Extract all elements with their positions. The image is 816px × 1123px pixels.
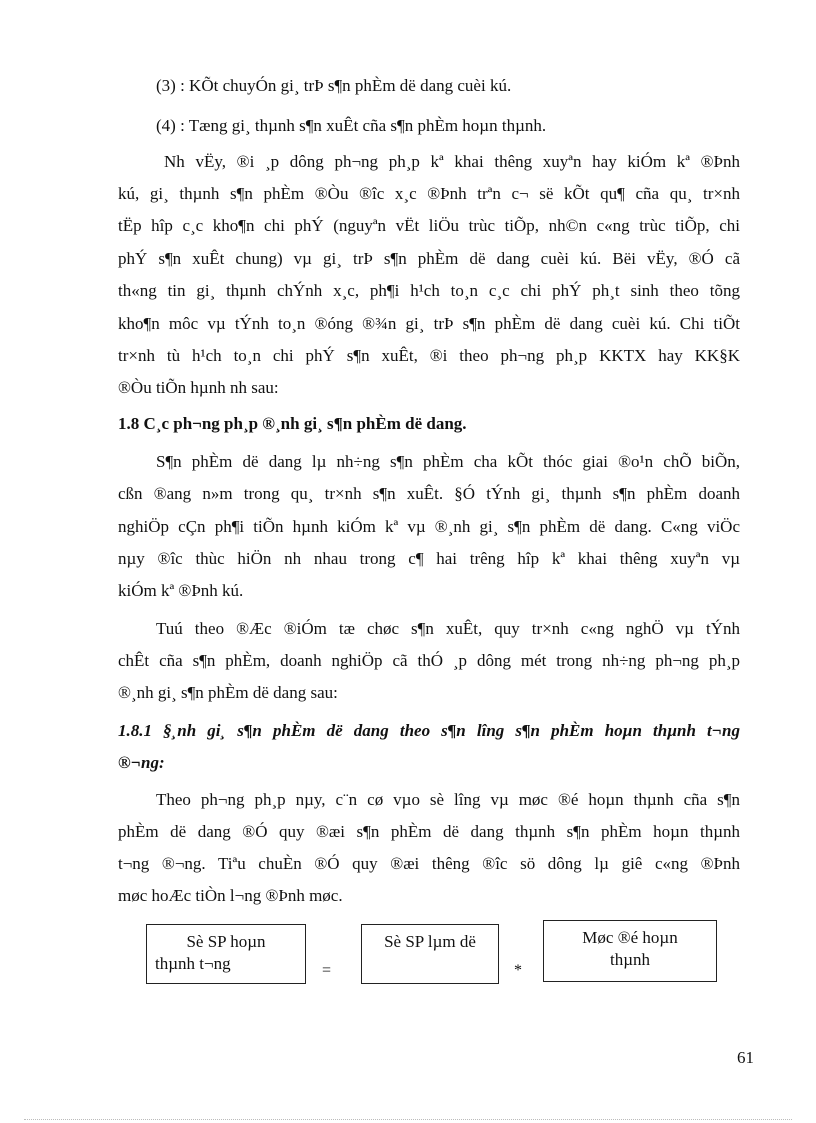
subsection-heading: 1.8.1 §¸nh gi¸ s¶n phÈm dë dang theo s¶n lîng s¶n phÈm hoµn thµnh t¬ng [118,721,740,740]
text-line: kiÓm kª ®Þnh kú. [118,581,244,600]
formula-box-text: Møc ®é hoµn [582,928,678,947]
text-line: (3) : KÕt chuyÓn gi¸ trÞ s¶n phÈm dë dang cuèi kú. [156,76,512,95]
text-line: kú, gi¸ thµnh s¶n phÈm ®Òu ®îc x¸c ®Þnh trªn c¬ së kÕt qu¶ cña qu¸ tr×nh [118,184,740,203]
page-bottom-divider [24,1119,792,1120]
formula-box-text: Sè SP hoµn [186,932,266,951]
text-line: t¬ng ®¬ng. Tiªu chuÈn ®Ó quy ®æi thêng ®îc sö dông lµ giê c«ng ®Þnh [118,854,740,873]
text-line: (4) : Tæng gi¸ thµnh s¶n xuÊt cña s¶n phÈm hoµn thµnh. [156,116,547,135]
formula-box-text: Sè SP lµm dë [384,932,476,951]
text-line: ®Òu tiÕn hµnh nh sau: [118,378,279,397]
multiply-sign: * [514,962,522,979]
text-line: møc hoÆc tiÒn l¬ng ®Þnh møc. [118,886,343,905]
text-line: th«ng tin gi¸ thµnh chÝnh x¸c, ph¶i h¹ch to¸n c¸c chi phÝ ph¸t sinh theo tõng [118,281,740,300]
text-line: tr×nh tù h¹ch to¸n chi phÝ s¶n xuÊt, ®i theo ph¬ng ph¸p KKTX hay KK§K [118,346,740,365]
text-line: Theo ph¬ng ph¸p nµy, c¨n cø vµo sè lîng vµ møc ®é hoµn thµnh cña s¶n [156,790,740,809]
text-line: nµy ®îc thùc hiÖn nh nhau trong c¶ hai trêng hîp kª khai thêng xuyªn vµ [118,549,740,568]
subsection-heading-cont: ®¬ng: [118,753,165,772]
text-line: Nh vËy, ®i ¸p dông ph¬ng ph¸p kª khai thêng xuyªn hay kiÓm kª ®Þnh [164,152,740,171]
text-line: Tuú theo ®Æc ®iÓm tæ chøc s¶n xuÊt, quy tr×nh c«ng nghÖ vµ tÝnh [156,619,740,638]
formula-box-completion-degree [543,920,717,982]
text-line: tËp hîp c¸c kho¶n chi phÝ (nguyªn vËt liÖu trùc tiÕp, nh©n c«ng trùc tiÕp, chi [118,216,740,235]
text-line: nghiÖp cÇn ph¶i tiÕn hµnh kiÓm kª vµ ®¸nh gi¸ s¶n phÈm dë dang. C«ng viÖc [118,517,740,536]
text-line: cßn ®ang n»m trong qu¸ tr×nh s¶n xuÊt. §Ó tÝnh gi¸ thµnh s¶n phÈm doanh [118,484,740,503]
text-line: ®¸nh gi¸ s¶n phÈm dë dang sau: [118,683,338,702]
text-line: phÈm dë dang ®Ó quy ®æi s¶n phÈm dë dang thµnh s¶n phÈm hoµn thµnh [118,822,740,841]
formula-box-completed-equivalent [146,924,306,984]
section-heading: 1.8 C¸c ph¬ng ph¸p ®¸nh gi¸ s¶n phÈm dë dang. [118,414,467,433]
text-line: S¶n phÈm dë dang lµ nh÷ng s¶n phÈm cha kÕt thóc giai ®o¹n chÕ biÕn, [156,452,740,471]
text-line: chÊt cña s¶n phÈm, doanh nghiÖp cã thÓ ¸p dông mét trong nh÷ng ph¬ng ph¸p [118,651,740,670]
text-line: kho¶n môc vµ tÝnh to¸n ®óng ®¾n gi¸ trÞ s¶n phÈm dë dang cuèi kú. Chi tiÕt [118,314,740,333]
formula-box-text: thµnh t¬ng [155,954,231,973]
equals-sign: = [322,962,332,979]
page-number: 61 [737,1048,754,1067]
formula-box-text: thµnh [609,950,651,969]
formula-box-unfinished-quantity [361,924,499,984]
text-line: phÝ s¶n xuÊt chung) vµ gi¸ trÞ s¶n phÈm dë dang cuèi kú. Bëi vËy, ®Ó cã [118,249,740,268]
